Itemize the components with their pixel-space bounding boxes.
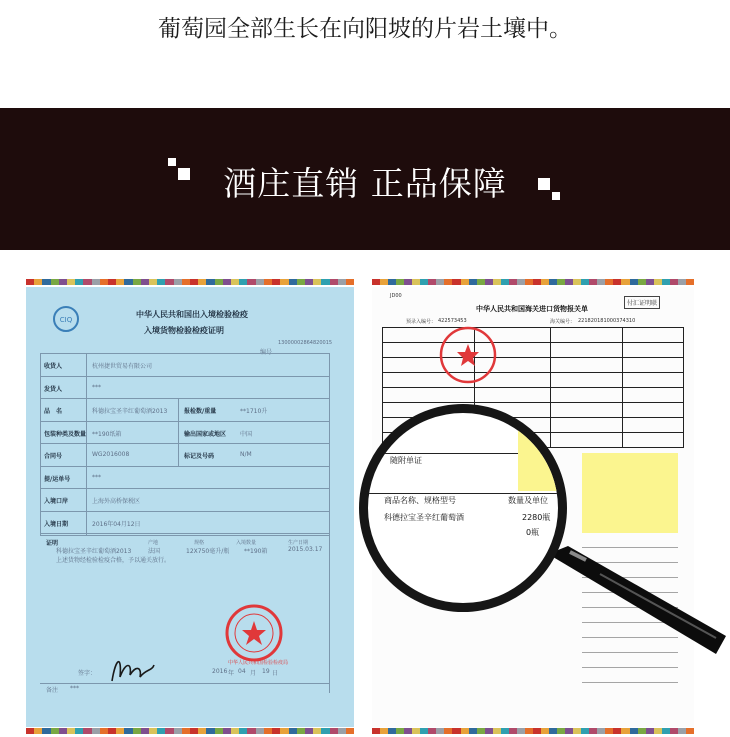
strip-segment [42, 728, 50, 734]
strip-segment [34, 728, 42, 734]
strip-segment [133, 279, 141, 285]
strip-segment [321, 279, 329, 285]
signature-label: 签字： [78, 670, 97, 677]
proof-qty: **190箱 [244, 548, 268, 555]
lens-qty: 2280瓶 [522, 513, 551, 522]
svg-text:CIQ: CIQ [59, 316, 73, 324]
strip-segment [338, 279, 346, 285]
strip-segment [83, 728, 91, 734]
strip-segment [412, 279, 420, 285]
strip-segment [264, 279, 272, 285]
strip-segment [501, 279, 509, 285]
strip-segment [239, 279, 247, 285]
date-year: 2016 [212, 668, 228, 675]
strip-segment [444, 728, 452, 734]
strip-segment [92, 279, 100, 285]
strip-segment [330, 279, 338, 285]
proof-col-date: 生产日期 [288, 540, 309, 546]
strip-segment [116, 279, 124, 285]
strip-segment [157, 728, 165, 734]
magnifier-lens [359, 404, 567, 612]
strip-segment [100, 728, 108, 734]
strip-segment [372, 279, 380, 285]
strip-segment [573, 728, 581, 734]
strip-segment [404, 279, 412, 285]
strip-segment [452, 279, 460, 285]
strip-segment [380, 728, 388, 734]
row-label: 合同号 [44, 453, 63, 460]
strip-segment [206, 728, 214, 734]
strip-segment [198, 728, 206, 734]
color-strip-top-right [372, 279, 694, 285]
strip-segment [231, 279, 239, 285]
strip-segment [313, 728, 321, 734]
strip-segment [396, 728, 404, 734]
row-extra-label: 标记及号码 [184, 453, 215, 460]
strip-segment [654, 279, 662, 285]
strip-segment [662, 279, 670, 285]
strip-segment [108, 279, 116, 285]
lens-qty-2: 0瓶 [526, 528, 540, 537]
row-extra-value: N/M [240, 451, 252, 458]
strip-segment [206, 279, 214, 285]
strip-segment [396, 279, 404, 285]
proof-spec: 12X750毫升/瓶 [186, 548, 230, 555]
strip-segment [581, 279, 589, 285]
strip-segment [190, 728, 198, 734]
banner-title: 酒庄直销 正品保障 [223, 164, 507, 203]
strip-segment [75, 279, 83, 285]
row-label: 入境口岸 [44, 498, 69, 505]
lens-product: 科德拉宝圣辛红葡萄酒 [384, 513, 464, 522]
seal-text: 中华人民共和国检验检疫局 [228, 660, 289, 666]
ciq-logo-icon [52, 305, 80, 333]
strip-segment [557, 728, 565, 734]
proof-col-qty: 入境数量 [236, 540, 257, 546]
caption: 葡萄园全部生长在向阳坡的片岩土壤中。 [158, 16, 572, 42]
strip-segment [289, 279, 297, 285]
strip-segment [549, 728, 557, 734]
strip-segment [654, 728, 662, 734]
strip-segment [597, 728, 605, 734]
strip-segment [67, 728, 75, 734]
strip-segment [557, 279, 565, 285]
strip-segment [573, 279, 581, 285]
number-label [260, 347, 272, 356]
strip-segment [485, 279, 493, 285]
strip-segment [678, 728, 686, 734]
customs-title: 中华人民共和国海关进口货物报关单 [476, 305, 588, 313]
strip-segment [461, 728, 469, 734]
strip-segment [75, 728, 83, 734]
strip-segment [646, 279, 654, 285]
strip-segment [493, 728, 501, 734]
row-label: 品 名 [44, 408, 63, 415]
proof-label: 证明 [46, 540, 59, 547]
strip-segment [630, 728, 638, 734]
strip-segment [272, 279, 280, 285]
strip-segment [428, 728, 436, 734]
strip-segment [517, 728, 525, 734]
strip-segment [165, 279, 173, 285]
proof-product: 科德拉宝圣辛红葡萄酒2013 [56, 548, 132, 555]
strip-segment [444, 279, 452, 285]
strip-segment [223, 279, 231, 285]
strip-segment [372, 728, 380, 734]
date-year-label: 年 [228, 670, 235, 677]
strip-segment [589, 728, 597, 734]
strip-segment [565, 728, 573, 734]
strip-segment [533, 279, 541, 285]
strip-segment [67, 279, 75, 285]
strip-segment [83, 279, 91, 285]
strip-segment [380, 279, 388, 285]
strip-segment [404, 728, 412, 734]
row-value: 2016年04月12日 [92, 520, 141, 528]
strip-segment [338, 728, 346, 734]
strip-segment [477, 728, 485, 734]
strip-segment [388, 728, 396, 734]
row-extra-value: 中国 [240, 430, 253, 438]
strip-segment [141, 728, 149, 734]
certificate-title: 中华人民共和国出入境检验检疫 [136, 310, 248, 319]
strip-segment [141, 279, 149, 285]
strip-segment [223, 728, 231, 734]
strip-segment [597, 279, 605, 285]
strip-segment [26, 728, 34, 734]
strip-segment [621, 279, 629, 285]
row-extra-label: 输出国家或地区 [184, 430, 227, 438]
inspection-seal-icon [224, 603, 284, 663]
strip-segment [493, 279, 501, 285]
strip-segment [565, 279, 573, 285]
strip-segment [388, 279, 396, 285]
strip-segment [297, 279, 305, 285]
strip-segment [198, 279, 206, 285]
strip-segment [149, 728, 157, 734]
strip-segment [469, 728, 477, 734]
strip-segment [436, 728, 444, 734]
proof-text: 上述货物经检验检疫合格，予以通关放行。 [56, 557, 171, 564]
strip-segment [517, 279, 525, 285]
strip-segment [420, 279, 428, 285]
row-label: 收货人 [44, 363, 63, 370]
strip-segment [247, 728, 255, 734]
row-value: 杭州捷世贸易有限公司 [92, 363, 153, 370]
strip-segment [621, 728, 629, 734]
strip-segment [313, 279, 321, 285]
strip-segment [272, 728, 280, 734]
remarks-label: 备注 [46, 687, 59, 694]
strip-segment [613, 728, 621, 734]
remarks-value: *** [70, 685, 79, 692]
strip-segment [630, 279, 638, 285]
strip-segment [116, 728, 124, 734]
strip-segment [613, 279, 621, 285]
date-month-label: 月 [250, 670, 257, 677]
strip-segment [670, 279, 678, 285]
row-value: **190纸箱 [92, 430, 122, 438]
date-day: 19 [262, 668, 270, 675]
strip-segment [581, 728, 589, 734]
strip-segment [42, 279, 50, 285]
strip-segment [51, 728, 59, 734]
strip-segment [124, 279, 132, 285]
strip-segment [51, 279, 59, 285]
color-strip-top-left [26, 279, 354, 285]
row-value: 科德拉宝圣辛红葡萄酒2013 [92, 408, 168, 415]
row-extra-value: **1710升 [240, 408, 268, 415]
inspection-certificate [26, 287, 354, 727]
strip-segment [149, 279, 157, 285]
strip-segment [501, 728, 509, 734]
strip-segment [541, 728, 549, 734]
strip-segment [92, 728, 100, 734]
customs-no: 221820181000374310 [578, 318, 636, 324]
strip-segment [469, 279, 477, 285]
color-strip-bottom-right [372, 728, 694, 734]
strip-segment [182, 279, 190, 285]
color-strip-bottom-left [26, 728, 354, 734]
strip-segment [174, 728, 182, 734]
strip-segment [549, 279, 557, 285]
row-extra-label: 报检数/重量 [184, 408, 217, 415]
strip-segment [157, 279, 165, 285]
date-month: 04 [238, 668, 246, 675]
row-value: *** [92, 473, 101, 481]
customs-seal-icon [438, 325, 498, 385]
row-value: WG2016008 [92, 451, 130, 458]
strip-segment [533, 728, 541, 734]
strip-segment [321, 728, 329, 734]
strip-segment [452, 728, 460, 734]
row-label: 包装种类及数量 [44, 430, 87, 438]
date-day-label: 日 [272, 670, 279, 677]
strip-segment [182, 728, 190, 734]
row-label: 提/运单号 [44, 475, 71, 483]
strip-segment [59, 728, 67, 734]
strip-segment [215, 279, 223, 285]
pre-entry-no: 422573453 [438, 318, 467, 324]
lens-qty-header: 数量及单位 [508, 496, 548, 505]
strip-segment [541, 279, 549, 285]
strip-segment [289, 728, 297, 734]
strip-segment [509, 279, 517, 285]
strip-segment [133, 728, 141, 734]
strip-segment [231, 728, 239, 734]
row-value: 上海外高桥保税区 [92, 498, 141, 505]
proof-origin: 法国 [148, 548, 161, 555]
strip-segment [190, 279, 198, 285]
strip-segment [420, 728, 428, 734]
strip-segment [215, 728, 223, 734]
certificate-subtitle: 入境货物检验检疫证明 [144, 326, 224, 335]
strip-segment [346, 728, 354, 734]
strip-segment [280, 728, 288, 734]
strip-segment [525, 279, 533, 285]
strip-segment [34, 279, 42, 285]
pre-entry-label: 预录入编号： [406, 319, 437, 325]
strip-segment [59, 279, 67, 285]
strip-segment [256, 728, 264, 734]
strip-segment [461, 279, 469, 285]
strip-segment [165, 728, 173, 734]
proof-col-origin: 产地 [148, 540, 159, 546]
strip-segment [280, 279, 288, 285]
strip-segment [26, 279, 34, 285]
strip-segment [646, 728, 654, 734]
strip-segment [428, 279, 436, 285]
customs-no-label: 海关编号： [550, 319, 576, 325]
strip-segment [256, 279, 264, 285]
strip-segment [670, 728, 678, 734]
strip-segment [662, 728, 670, 734]
lens-product-header: 商品名称、规格型号 [384, 496, 456, 505]
strip-segment [436, 279, 444, 285]
strip-segment [124, 728, 132, 734]
strip-segment [477, 279, 485, 285]
row-label: 入境日期 [44, 520, 69, 528]
corner-code: JD00 [390, 293, 402, 299]
strip-segment [638, 728, 646, 734]
strip-segment [264, 728, 272, 734]
strip-segment [305, 279, 313, 285]
lens-attached-docs: 随附单证 [390, 456, 422, 465]
highlight-field [582, 453, 678, 533]
strip-segment [239, 728, 247, 734]
strip-segment [686, 279, 694, 285]
number-value: 13000002864820015 [278, 340, 333, 346]
proof-date: 2015.03.17 [288, 546, 323, 553]
signature-scribble [108, 651, 158, 685]
strip-segment [247, 279, 255, 285]
strip-segment [108, 728, 116, 734]
row-label: 发货人 [44, 385, 63, 393]
strip-segment [305, 728, 313, 734]
magnifier-handle-icon [540, 540, 730, 660]
strip-segment [509, 728, 517, 734]
strip-segment [678, 279, 686, 285]
row-value: *** [92, 383, 101, 391]
strip-segment [686, 728, 694, 734]
strip-segment [605, 279, 613, 285]
strip-segment [525, 728, 533, 734]
strip-segment [346, 279, 354, 285]
strip-segment [638, 279, 646, 285]
strip-segment [589, 279, 597, 285]
strip-segment [100, 279, 108, 285]
strip-segment [485, 728, 493, 734]
exchange-stamp: 付汇证明联 [624, 296, 660, 309]
proof-col-spec: 规格 [194, 540, 205, 546]
strip-segment [297, 728, 305, 734]
strip-segment [412, 728, 420, 734]
strip-segment [605, 728, 613, 734]
strip-segment [174, 279, 182, 285]
strip-segment [330, 728, 338, 734]
